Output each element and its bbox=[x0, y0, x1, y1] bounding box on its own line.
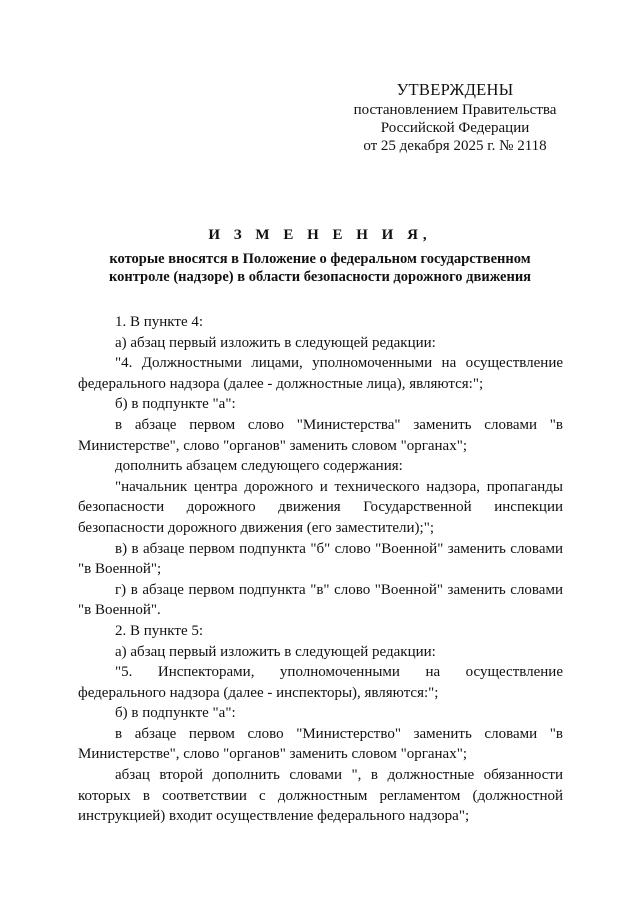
paragraph: "5. Инспекторами, уполномоченными на осуществление федерального надзора (далее - инспекторы), являются:"; bbox=[78, 664, 563, 701]
subtitle-line-1: которые вносятся в Положение о федеральном государственном bbox=[109, 251, 531, 267]
document-body bbox=[78, 312, 563, 827]
paragraph: а) абзац первый изложить в следующей редакции: bbox=[115, 643, 436, 660]
document-subtitle bbox=[40, 250, 600, 286]
document-title: И З М Е Н Е Н И Я, bbox=[208, 227, 432, 243]
paragraph: в абзаце первом слово "Министерство" заменить словами "в Министерстве", слово "органов" заменить словом "органах"; bbox=[78, 725, 563, 763]
approval-line-1: постановлением Правительства bbox=[353, 102, 557, 118]
paragraph: абзац второй дополнить словами ", в должностные обязанности которых в соответствии с должностным регламентом (должностной инструкцией) входит осуществление федерального надзора"; bbox=[78, 767, 563, 825]
approval-heading: УТВЕРЖДЕНЫ bbox=[396, 80, 514, 99]
paragraph: а) абзац первый изложить в следующей редакции: bbox=[115, 334, 436, 351]
paragraph: дополнить абзацем следующего содержания: bbox=[115, 458, 403, 475]
paragraph: г) в абзаце первом подпункта "в" слово "Военной" заменить словами "в Военной". bbox=[78, 581, 563, 619]
paragraph: б) в подпункте "а": bbox=[115, 396, 236, 413]
paragraph: в абзаце первом слово "Министерства" заменить словами "в Министерстве", слово "органов" заменить словом "органах"; bbox=[78, 416, 563, 454]
paragraph: в) в абзаце первом подпункта "б" слово "Военной" заменить словами "в Военной"; bbox=[78, 540, 563, 578]
paragraph: б) в подпункте "а": bbox=[115, 705, 236, 722]
paragraph: "начальник центра дорожного и технического надзора, пропаганды безопасности дорожного движения Государственной инспекции безопасности дорожного движения (его заместители);"; bbox=[78, 478, 563, 536]
paragraph: 1. В пункте 4: bbox=[115, 314, 204, 330]
approval-line-3: от 25 декабря 2025 г. № 2118 bbox=[363, 138, 547, 154]
approval-line-2: Российской Федерации bbox=[380, 120, 530, 136]
paragraph: 2. В пункте 5: bbox=[115, 622, 204, 639]
paragraph: "4. Должностными лицами, уполномоченными на осуществление федерального надзора (далее - должностные лица), являются:"; bbox=[78, 355, 563, 392]
subtitle-line-2: контроле (надзоре) в области безопасности дорожного движения bbox=[108, 269, 532, 285]
